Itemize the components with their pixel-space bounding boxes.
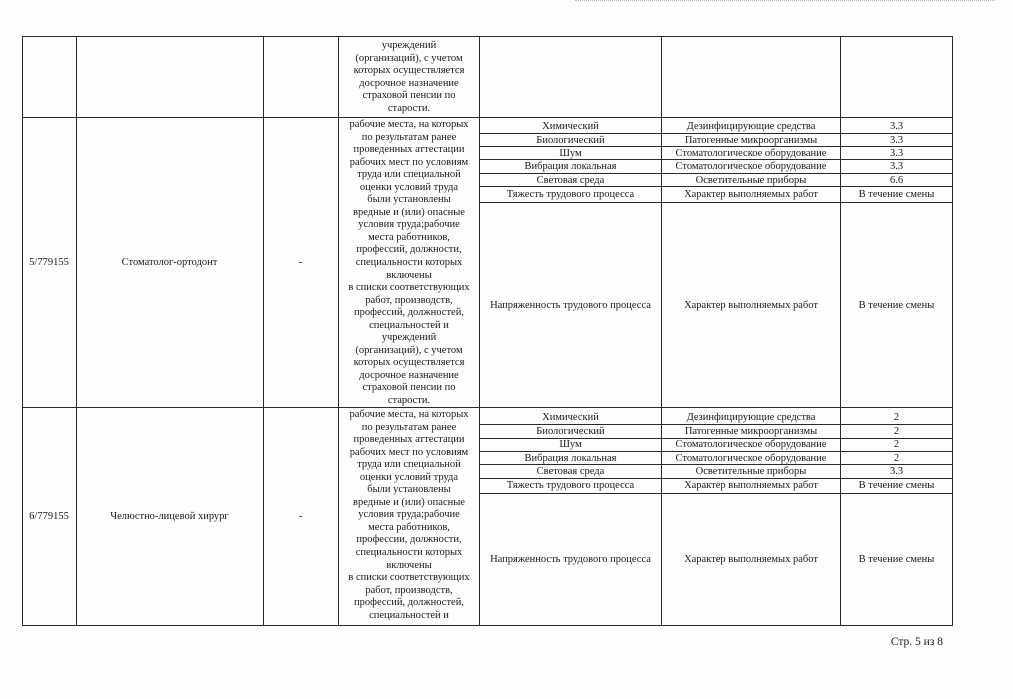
r1-factor-2: Шум bbox=[559, 148, 582, 159]
row0-description: учреждений (организаций), с учетом которых осуществляется досрочное назначение страховой пенсии по старости. bbox=[353, 40, 465, 114]
r2-source-3: Стоматологическое оборудование bbox=[675, 453, 827, 464]
r2-class-4: 3.3 bbox=[889, 466, 904, 477]
r2-class-3: 2 bbox=[893, 453, 900, 464]
r2-class-1: 2 bbox=[893, 426, 900, 437]
r1-source-4: Осветительные приборы bbox=[695, 175, 807, 186]
r1-source-1: Патогенные микроорганизмы bbox=[684, 135, 818, 146]
r1-source-3: Стоматологическое оборудование bbox=[675, 161, 827, 172]
r2-factor-5: Тяжесть трудового процесса bbox=[506, 480, 635, 491]
r2-source-4: Осветительные приборы bbox=[695, 466, 807, 477]
r2-factor-1: Биологический bbox=[536, 426, 605, 437]
r1-big-factor: Напряженность трудового процесса bbox=[490, 299, 651, 311]
r1-big-class: В течение смены bbox=[858, 299, 935, 311]
r2-class-2: 2 bbox=[893, 439, 900, 450]
r1-factor-5: Тяжесть трудового процесса bbox=[506, 189, 635, 200]
r1-class-2: 3.3 bbox=[889, 148, 904, 159]
page-number: Стр. 5 из 8 bbox=[890, 636, 943, 648]
row2-description: рабочие места, на которых по результатам ранее проведенных аттестации рабочих мест по условиям труда или специальной оценки условий труда были установлены вредные и (или) опасные условия труда;рабочие места работников, профессии, должности, специальности которых включены в списки соответствующих работ, производств, профессий, должностей, специальностей и bbox=[348, 409, 470, 621]
r1-source-0: Дезинфицирующие средства bbox=[686, 121, 816, 132]
top-edge-marks bbox=[575, 0, 995, 9]
r2-factor-2: Шум bbox=[559, 439, 582, 450]
r1-factor-3: Вибрация локальная bbox=[524, 161, 617, 172]
r1-factor-1: Биологический bbox=[536, 135, 605, 146]
row1-dash: - bbox=[298, 256, 303, 268]
r1-source-2: Стоматологическое оборудование bbox=[675, 148, 827, 159]
row2-id: 6/779155 bbox=[29, 510, 69, 522]
r2-source-2: Стоматологическое оборудование bbox=[675, 439, 827, 450]
row2-position: Челюстно-лицевой хирург bbox=[110, 510, 229, 522]
r1-class-5: В течение смены bbox=[858, 189, 935, 200]
r2-source-5: Характер выполняемых работ bbox=[684, 480, 818, 491]
r2-source-1: Патогенные микроорганизмы bbox=[684, 426, 818, 437]
r1-big-source: Характер выполняемых работ bbox=[684, 299, 818, 311]
r2-class-0: 2 bbox=[893, 412, 900, 423]
row2-dash: - bbox=[298, 510, 303, 522]
r2-factor-0: Химический bbox=[542, 412, 599, 423]
r2-big-class: В течение смены bbox=[858, 554, 935, 565]
r1-class-3: 3.3 bbox=[889, 161, 904, 172]
r2-factor-3: Вибрация локальная bbox=[524, 453, 617, 464]
table-bottom-border bbox=[22, 625, 953, 626]
r1-factor-0: Химический bbox=[542, 121, 599, 132]
row1-position: Стоматолог-ортодонт bbox=[121, 256, 218, 268]
r1-class-1: 3.3 bbox=[889, 135, 904, 146]
r2-factor-4: Световая среда bbox=[536, 466, 605, 477]
r2-big-factor: Напряженность трудового процесса bbox=[490, 554, 651, 565]
r2-source-0: Дезинфицирующие средства bbox=[686, 412, 816, 423]
row1-description: рабочие места, на которых по результатам ранее проведенных аттестации рабочих мест по условиям труда или специальной оценки условий труда были установлены вредные и (или) опасные условия труда;рабочие места работников, профессий, должности, специальности которых включены в списки соответствующих работ, производств, профессий, должностей, специальностей и учреждений (организаций), с учетом которых осуществляется досрочное назначение страховой пенсии по старости. bbox=[348, 119, 470, 407]
table-top-border bbox=[22, 36, 953, 37]
r2-class-5: В течение смены bbox=[858, 480, 935, 491]
r2-big-source: Характер выполняемых работ bbox=[684, 554, 818, 565]
r1-class-0: 3.3 bbox=[889, 121, 904, 132]
r1-source-5: Характер выполняемых работ bbox=[684, 189, 818, 200]
col-line-7 bbox=[952, 36, 953, 626]
row1-id: 5/779155 bbox=[29, 256, 69, 268]
r1-class-4: 6.6 bbox=[889, 175, 904, 186]
r1-factor-4: Световая среда bbox=[536, 175, 605, 186]
